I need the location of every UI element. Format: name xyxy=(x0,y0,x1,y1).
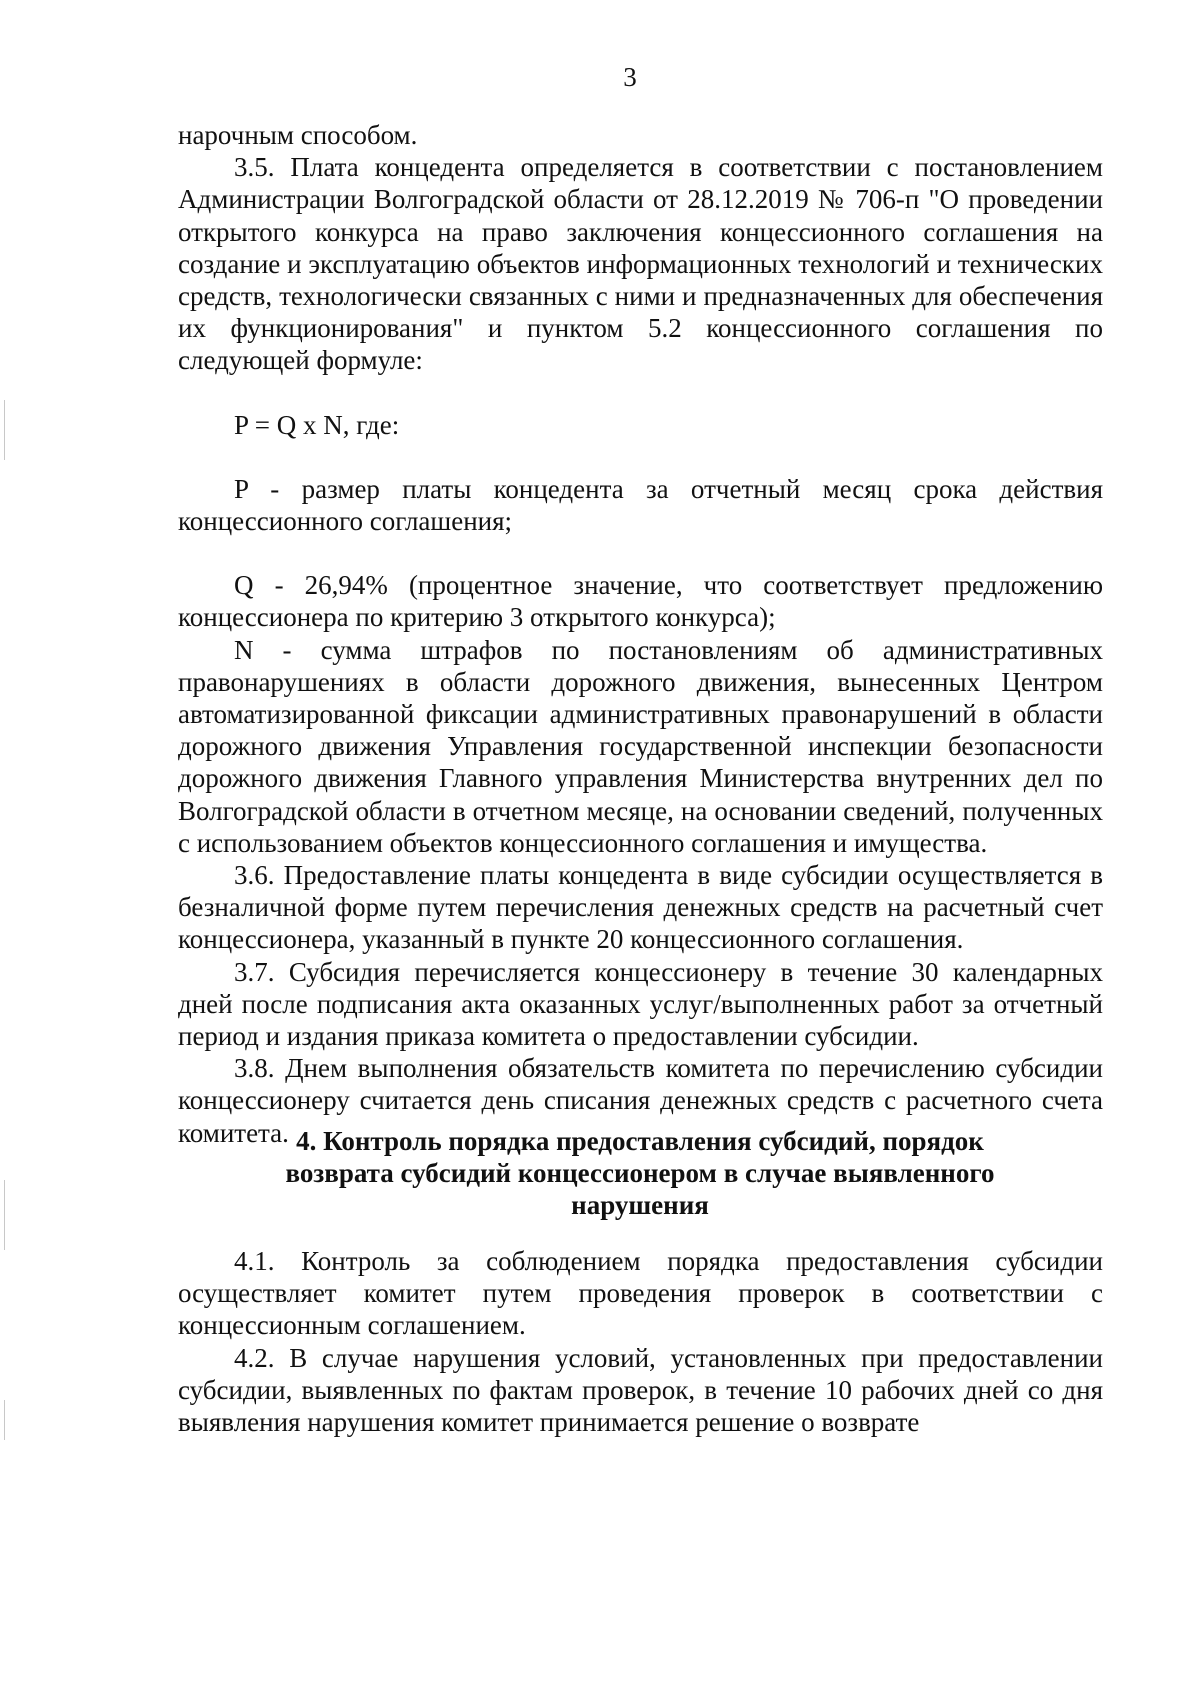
formula: P = Q x N, где: xyxy=(234,409,400,440)
section-4-heading-line: нарушения xyxy=(571,1190,709,1221)
paragraph-definition-p: P - размер платы концедента за отчетный месяц срока действия концессионного соглашения; xyxy=(178,473,1103,537)
scan-edge-mark xyxy=(4,400,5,460)
scan-edge-mark xyxy=(4,1180,5,1250)
section-4-heading xyxy=(200,1125,1080,1222)
section-4-heading-line: возврата субсидий концессионером в случае выявленного xyxy=(285,1158,995,1189)
page-number: 3 xyxy=(623,62,637,92)
paragraph-4-2: 4.2. В случае нарушения условий, установленных при предоставлении субсидии, выявленных по фактам проверок, в течение 10 рабочих дней со дня выявления нарушения комитет принимается решение о возврате xyxy=(178,1342,1103,1438)
scan-edge-mark xyxy=(4,1400,5,1440)
paragraph-3-5: 3.5. Плата концедента определяется в соответствии с постановлением Администрации Волгоградской области от 28.12.2019 № 706-п "О проведении открытого конкурса на право заключения концессионного соглашения на создание и эксплуатацию объектов информационных технологий и технических средств, технологически связанных с ними и предназначенных для обеспечения их функционирования" и пунктом 5.2 концессионного соглашения по следующей формуле: xyxy=(178,152,1103,376)
paragraph-3-7: 3.7. Субсидия перечисляется концессионеру в течение 30 календарных дней после подписания акта оказанных услуг/выполненных работ за отчетный период и издания приказа комитета о предоставлении субсидии. xyxy=(178,956,1103,1052)
body-text-upper xyxy=(178,119,1103,1149)
paragraph-definition-n: N - сумма штрафов по постановлениям об административных правонарушениях в области дорожного движения, вынесенных Центром автоматизированной фиксации административных правонарушений в области дорожного движения Управления государственной инспекции безопасности дорожного движения Главного управления Министерства внутренних дел по Волгоградской области в отчетном месяце, на основании сведений, полученных с использованием объектов концессионного соглашения и имущества. xyxy=(178,634,1103,858)
paragraph-3-8: 3.8. Днем выполнения обязательств комитета по перечислению субсидии концессионеру считается день списания денежных средств с расчетного счета комитета. xyxy=(178,1053,1103,1148)
paragraph-definition-q: Q - 26,94% (процентное значение, что соответствует предложению концессионера по критерию 3 открытого конкурса); xyxy=(178,570,1103,633)
paragraph-continuation: нарочным способом. xyxy=(178,120,418,150)
section-4-heading-line: 4. Контроль порядка предоставления субсидий, порядок xyxy=(296,1126,984,1156)
paragraph-3-6: 3.6. Предоставление платы концедента в виде субсидии осуществляется в безналичной форме путем перечисления денежных средств на расчетный счет концессионера, указанный в пункте 20 концессионного соглашения. xyxy=(178,860,1103,955)
paragraph-4-1: 4.1. Контроль за соблюдением порядка предоставления субсидии осуществляет комитет путем проведения проверок в соответствии с концессионным соглашением. xyxy=(178,1246,1103,1341)
body-text-lower xyxy=(178,1245,1103,1438)
